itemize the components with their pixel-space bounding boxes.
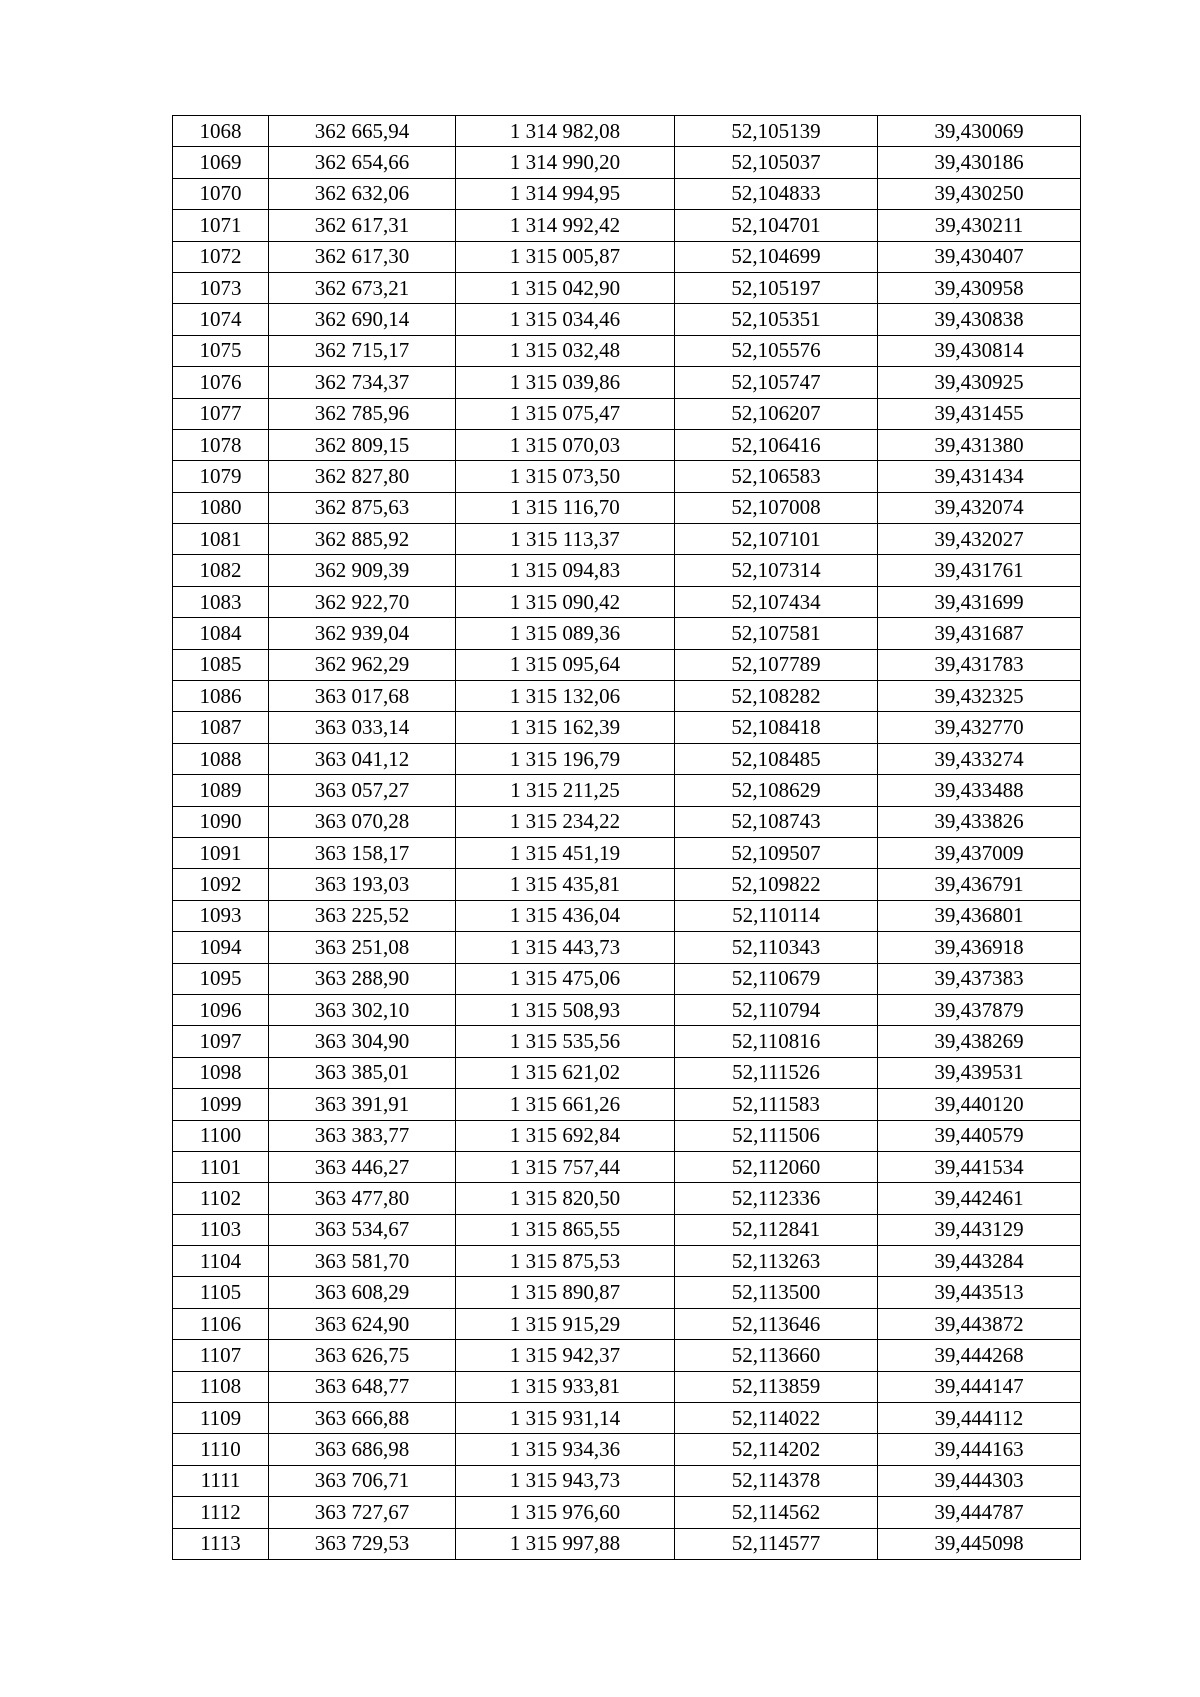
- table-row: [173, 649, 1081, 680]
- point-number-cell: 1077: [173, 398, 269, 429]
- y-coordinate-cell: 1 315 942,37: [456, 1340, 675, 1371]
- longitude-cell: 39,431699: [878, 586, 1081, 617]
- point-number-cell: 1075: [173, 335, 269, 366]
- longitude-cell: 39,443513: [878, 1277, 1081, 1308]
- point-number-cell: 1086: [173, 681, 269, 712]
- longitude-cell: 39,431687: [878, 618, 1081, 649]
- y-coordinate-cell: 1 315 931,14: [456, 1403, 675, 1434]
- y-coordinate-cell: 1 315 435,81: [456, 869, 675, 900]
- point-number-cell: 1089: [173, 775, 269, 806]
- latitude-cell: 52,108418: [675, 712, 878, 743]
- table-row: [173, 1497, 1081, 1528]
- point-number-cell: 1112: [173, 1497, 269, 1528]
- table-row: [173, 681, 1081, 712]
- latitude-cell: 52,113859: [675, 1371, 878, 1402]
- point-number-cell: 1095: [173, 963, 269, 994]
- latitude-cell: 52,114202: [675, 1434, 878, 1465]
- x-coordinate-cell: 363 534,67: [269, 1214, 456, 1245]
- latitude-cell: 52,110816: [675, 1026, 878, 1057]
- x-coordinate-cell: 363 391,91: [269, 1089, 456, 1120]
- latitude-cell: 52,111583: [675, 1089, 878, 1120]
- x-coordinate-cell: 363 041,12: [269, 743, 456, 774]
- x-coordinate-cell: 362 809,15: [269, 429, 456, 460]
- table-row: [173, 900, 1081, 931]
- longitude-cell: 39,430250: [878, 178, 1081, 209]
- y-coordinate-cell: 1 315 820,50: [456, 1183, 675, 1214]
- y-coordinate-cell: 1 315 073,50: [456, 461, 675, 492]
- y-coordinate-cell: 1 315 005,87: [456, 241, 675, 272]
- latitude-cell: 52,106416: [675, 429, 878, 460]
- longitude-cell: 39,431380: [878, 429, 1081, 460]
- y-coordinate-cell: 1 315 475,06: [456, 963, 675, 994]
- y-coordinate-cell: 1 315 039,86: [456, 367, 675, 398]
- longitude-cell: 39,430838: [878, 304, 1081, 335]
- x-coordinate-cell: 362 690,14: [269, 304, 456, 335]
- longitude-cell: 39,444268: [878, 1340, 1081, 1371]
- table-row: [173, 775, 1081, 806]
- latitude-cell: 52,107314: [675, 555, 878, 586]
- latitude-cell: 52,110679: [675, 963, 878, 994]
- point-number-cell: 1088: [173, 743, 269, 774]
- longitude-cell: 39,436801: [878, 900, 1081, 931]
- table-row: [173, 586, 1081, 617]
- x-coordinate-cell: 362 617,30: [269, 241, 456, 272]
- table-row: [173, 1403, 1081, 1434]
- x-coordinate-cell: 363 251,08: [269, 932, 456, 963]
- latitude-cell: 52,105351: [675, 304, 878, 335]
- point-number-cell: 1073: [173, 272, 269, 303]
- latitude-cell: 52,108743: [675, 806, 878, 837]
- table-row: [173, 963, 1081, 994]
- x-coordinate-cell: 363 302,10: [269, 994, 456, 1025]
- y-coordinate-cell: 1 315 443,73: [456, 932, 675, 963]
- x-coordinate-cell: 362 785,96: [269, 398, 456, 429]
- longitude-cell: 39,442461: [878, 1183, 1081, 1214]
- longitude-cell: 39,436918: [878, 932, 1081, 963]
- longitude-cell: 39,445098: [878, 1528, 1081, 1559]
- latitude-cell: 52,106207: [675, 398, 878, 429]
- latitude-cell: 52,108485: [675, 743, 878, 774]
- x-coordinate-cell: 363 706,71: [269, 1465, 456, 1496]
- point-number-cell: 1082: [173, 555, 269, 586]
- point-number-cell: 1110: [173, 1434, 269, 1465]
- table-row: [173, 210, 1081, 241]
- y-coordinate-cell: 1 315 075,47: [456, 398, 675, 429]
- y-coordinate-cell: 1 315 089,36: [456, 618, 675, 649]
- x-coordinate-cell: 362 922,70: [269, 586, 456, 617]
- latitude-cell: 52,114562: [675, 1497, 878, 1528]
- y-coordinate-cell: 1 315 116,70: [456, 492, 675, 523]
- x-coordinate-cell: 363 225,52: [269, 900, 456, 931]
- latitude-cell: 52,105197: [675, 272, 878, 303]
- longitude-cell: 39,441534: [878, 1151, 1081, 1182]
- table-row: [173, 1434, 1081, 1465]
- longitude-cell: 39,437383: [878, 963, 1081, 994]
- latitude-cell: 52,111506: [675, 1120, 878, 1151]
- point-number-cell: 1102: [173, 1183, 269, 1214]
- y-coordinate-cell: 1 315 090,42: [456, 586, 675, 617]
- point-number-cell: 1071: [173, 210, 269, 241]
- x-coordinate-cell: 363 446,27: [269, 1151, 456, 1182]
- point-number-cell: 1092: [173, 869, 269, 900]
- y-coordinate-cell: 1 315 934,36: [456, 1434, 675, 1465]
- table-row: [173, 116, 1081, 147]
- longitude-cell: 39,430958: [878, 272, 1081, 303]
- table-row: [173, 618, 1081, 649]
- longitude-cell: 39,430925: [878, 367, 1081, 398]
- latitude-cell: 52,112060: [675, 1151, 878, 1182]
- point-number-cell: 1081: [173, 524, 269, 555]
- point-number-cell: 1084: [173, 618, 269, 649]
- coordinates-table-body: [173, 116, 1081, 1560]
- table-row: [173, 1120, 1081, 1151]
- longitude-cell: 39,437009: [878, 837, 1081, 868]
- table-row: [173, 461, 1081, 492]
- x-coordinate-cell: 363 017,68: [269, 681, 456, 712]
- y-coordinate-cell: 1 314 992,42: [456, 210, 675, 241]
- longitude-cell: 39,430407: [878, 241, 1081, 272]
- x-coordinate-cell: 363 385,01: [269, 1057, 456, 1088]
- y-coordinate-cell: 1 315 034,46: [456, 304, 675, 335]
- table-row: [173, 272, 1081, 303]
- y-coordinate-cell: 1 315 132,06: [456, 681, 675, 712]
- longitude-cell: 39,436791: [878, 869, 1081, 900]
- point-number-cell: 1076: [173, 367, 269, 398]
- y-coordinate-cell: 1 315 661,26: [456, 1089, 675, 1120]
- y-coordinate-cell: 1 315 933,81: [456, 1371, 675, 1402]
- longitude-cell: 39,430069: [878, 116, 1081, 147]
- table-row: [173, 712, 1081, 743]
- table-row: [173, 1277, 1081, 1308]
- latitude-cell: 52,110343: [675, 932, 878, 963]
- longitude-cell: 39,433488: [878, 775, 1081, 806]
- table-row: [173, 524, 1081, 555]
- longitude-cell: 39,440579: [878, 1120, 1081, 1151]
- latitude-cell: 52,107789: [675, 649, 878, 680]
- latitude-cell: 52,111526: [675, 1057, 878, 1088]
- longitude-cell: 39,444112: [878, 1403, 1081, 1434]
- y-coordinate-cell: 1 315 915,29: [456, 1308, 675, 1339]
- latitude-cell: 52,109822: [675, 869, 878, 900]
- y-coordinate-cell: 1 315 042,90: [456, 272, 675, 303]
- y-coordinate-cell: 1 315 508,93: [456, 994, 675, 1025]
- latitude-cell: 52,104699: [675, 241, 878, 272]
- table-row: [173, 932, 1081, 963]
- y-coordinate-cell: 1 315 162,39: [456, 712, 675, 743]
- table-row: [173, 806, 1081, 837]
- point-number-cell: 1098: [173, 1057, 269, 1088]
- longitude-cell: 39,443129: [878, 1214, 1081, 1245]
- latitude-cell: 52,110114: [675, 900, 878, 931]
- table-row: [173, 1340, 1081, 1371]
- latitude-cell: 52,113660: [675, 1340, 878, 1371]
- longitude-cell: 39,430814: [878, 335, 1081, 366]
- x-coordinate-cell: 362 734,37: [269, 367, 456, 398]
- x-coordinate-cell: 363 729,53: [269, 1528, 456, 1559]
- longitude-cell: 39,444163: [878, 1434, 1081, 1465]
- table-row: [173, 869, 1081, 900]
- longitude-cell: 39,444147: [878, 1371, 1081, 1402]
- latitude-cell: 52,104701: [675, 210, 878, 241]
- point-number-cell: 1091: [173, 837, 269, 868]
- latitude-cell: 52,105139: [675, 116, 878, 147]
- latitude-cell: 52,107008: [675, 492, 878, 523]
- x-coordinate-cell: 363 158,17: [269, 837, 456, 868]
- x-coordinate-cell: 363 608,29: [269, 1277, 456, 1308]
- longitude-cell: 39,432074: [878, 492, 1081, 523]
- latitude-cell: 52,104833: [675, 178, 878, 209]
- table-row: [173, 147, 1081, 178]
- latitude-cell: 52,113500: [675, 1277, 878, 1308]
- y-coordinate-cell: 1 315 757,44: [456, 1151, 675, 1182]
- table-row: [173, 1528, 1081, 1559]
- point-number-cell: 1100: [173, 1120, 269, 1151]
- y-coordinate-cell: 1 315 451,19: [456, 837, 675, 868]
- point-number-cell: 1106: [173, 1308, 269, 1339]
- point-number-cell: 1105: [173, 1277, 269, 1308]
- latitude-cell: 52,105037: [675, 147, 878, 178]
- longitude-cell: 39,432027: [878, 524, 1081, 555]
- latitude-cell: 52,106583: [675, 461, 878, 492]
- x-coordinate-cell: 363 033,14: [269, 712, 456, 743]
- table-row: [173, 1246, 1081, 1277]
- latitude-cell: 52,113646: [675, 1308, 878, 1339]
- point-number-cell: 1097: [173, 1026, 269, 1057]
- latitude-cell: 52,107434: [675, 586, 878, 617]
- latitude-cell: 52,110794: [675, 994, 878, 1025]
- y-coordinate-cell: 1 315 865,55: [456, 1214, 675, 1245]
- point-number-cell: 1111: [173, 1465, 269, 1496]
- table-row: [173, 429, 1081, 460]
- latitude-cell: 52,114022: [675, 1403, 878, 1434]
- point-number-cell: 1099: [173, 1089, 269, 1120]
- latitude-cell: 52,108629: [675, 775, 878, 806]
- point-number-cell: 1108: [173, 1371, 269, 1402]
- point-number-cell: 1096: [173, 994, 269, 1025]
- latitude-cell: 52,107101: [675, 524, 878, 555]
- x-coordinate-cell: 362 885,92: [269, 524, 456, 555]
- point-number-cell: 1079: [173, 461, 269, 492]
- point-number-cell: 1104: [173, 1246, 269, 1277]
- point-number-cell: 1087: [173, 712, 269, 743]
- y-coordinate-cell: 1 315 032,48: [456, 335, 675, 366]
- x-coordinate-cell: 362 962,29: [269, 649, 456, 680]
- table-row: [173, 304, 1081, 335]
- table-row: [173, 1308, 1081, 1339]
- latitude-cell: 52,112841: [675, 1214, 878, 1245]
- y-coordinate-cell: 1 315 890,87: [456, 1277, 675, 1308]
- longitude-cell: 39,439531: [878, 1057, 1081, 1088]
- x-coordinate-cell: 363 686,98: [269, 1434, 456, 1465]
- longitude-cell: 39,430186: [878, 147, 1081, 178]
- x-coordinate-cell: 363 070,28: [269, 806, 456, 837]
- latitude-cell: 52,105576: [675, 335, 878, 366]
- x-coordinate-cell: 362 715,17: [269, 335, 456, 366]
- longitude-cell: 39,431455: [878, 398, 1081, 429]
- longitude-cell: 39,432770: [878, 712, 1081, 743]
- x-coordinate-cell: 363 057,27: [269, 775, 456, 806]
- table-row: [173, 1465, 1081, 1496]
- x-coordinate-cell: 363 193,03: [269, 869, 456, 900]
- x-coordinate-cell: 363 581,70: [269, 1246, 456, 1277]
- latitude-cell: 52,112336: [675, 1183, 878, 1214]
- y-coordinate-cell: 1 315 094,83: [456, 555, 675, 586]
- table-row: [173, 241, 1081, 272]
- x-coordinate-cell: 362 654,66: [269, 147, 456, 178]
- latitude-cell: 52,113263: [675, 1246, 878, 1277]
- longitude-cell: 39,431761: [878, 555, 1081, 586]
- point-number-cell: 1085: [173, 649, 269, 680]
- x-coordinate-cell: 363 666,88: [269, 1403, 456, 1434]
- longitude-cell: 39,444303: [878, 1465, 1081, 1496]
- x-coordinate-cell: 363 288,90: [269, 963, 456, 994]
- x-coordinate-cell: 362 939,04: [269, 618, 456, 649]
- table-row: [173, 1089, 1081, 1120]
- table-row: [173, 367, 1081, 398]
- point-number-cell: 1113: [173, 1528, 269, 1559]
- point-number-cell: 1107: [173, 1340, 269, 1371]
- latitude-cell: 52,108282: [675, 681, 878, 712]
- y-coordinate-cell: 1 315 196,79: [456, 743, 675, 774]
- longitude-cell: 39,443872: [878, 1308, 1081, 1339]
- latitude-cell: 52,107581: [675, 618, 878, 649]
- x-coordinate-cell: 362 665,94: [269, 116, 456, 147]
- table-row: [173, 837, 1081, 868]
- coordinates-table: [172, 115, 1081, 1560]
- longitude-cell: 39,433274: [878, 743, 1081, 774]
- y-coordinate-cell: 1 314 982,08: [456, 116, 675, 147]
- latitude-cell: 52,114577: [675, 1528, 878, 1559]
- longitude-cell: 39,433826: [878, 806, 1081, 837]
- longitude-cell: 39,438269: [878, 1026, 1081, 1057]
- x-coordinate-cell: 363 648,77: [269, 1371, 456, 1402]
- x-coordinate-cell: 362 875,63: [269, 492, 456, 523]
- table-row: [173, 1057, 1081, 1088]
- y-coordinate-cell: 1 315 436,04: [456, 900, 675, 931]
- longitude-cell: 39,431783: [878, 649, 1081, 680]
- x-coordinate-cell: 362 827,80: [269, 461, 456, 492]
- x-coordinate-cell: 363 383,77: [269, 1120, 456, 1151]
- longitude-cell: 39,432325: [878, 681, 1081, 712]
- longitude-cell: 39,443284: [878, 1246, 1081, 1277]
- x-coordinate-cell: 362 617,31: [269, 210, 456, 241]
- point-number-cell: 1101: [173, 1151, 269, 1182]
- y-coordinate-cell: 1 315 234,22: [456, 806, 675, 837]
- longitude-cell: 39,430211: [878, 210, 1081, 241]
- y-coordinate-cell: 1 315 113,37: [456, 524, 675, 555]
- point-number-cell: 1090: [173, 806, 269, 837]
- y-coordinate-cell: 1 315 943,73: [456, 1465, 675, 1496]
- latitude-cell: 52,114378: [675, 1465, 878, 1496]
- table-row: [173, 1371, 1081, 1402]
- longitude-cell: 39,431434: [878, 461, 1081, 492]
- y-coordinate-cell: 1 315 692,84: [456, 1120, 675, 1151]
- x-coordinate-cell: 363 477,80: [269, 1183, 456, 1214]
- y-coordinate-cell: 1 315 621,02: [456, 1057, 675, 1088]
- point-number-cell: 1070: [173, 178, 269, 209]
- point-number-cell: 1093: [173, 900, 269, 931]
- table-row: [173, 398, 1081, 429]
- latitude-cell: 52,105747: [675, 367, 878, 398]
- table-row: [173, 1214, 1081, 1245]
- point-number-cell: 1069: [173, 147, 269, 178]
- table-row: [173, 994, 1081, 1025]
- point-number-cell: 1068: [173, 116, 269, 147]
- point-number-cell: 1080: [173, 492, 269, 523]
- y-coordinate-cell: 1 315 095,64: [456, 649, 675, 680]
- table-row: [173, 1183, 1081, 1214]
- longitude-cell: 39,437879: [878, 994, 1081, 1025]
- table-row: [173, 1026, 1081, 1057]
- x-coordinate-cell: 363 626,75: [269, 1340, 456, 1371]
- table-row: [173, 335, 1081, 366]
- table-row: [173, 555, 1081, 586]
- y-coordinate-cell: 1 315 997,88: [456, 1528, 675, 1559]
- longitude-cell: 39,440120: [878, 1089, 1081, 1120]
- latitude-cell: 52,109507: [675, 837, 878, 868]
- table-row: [173, 492, 1081, 523]
- x-coordinate-cell: 362 909,39: [269, 555, 456, 586]
- y-coordinate-cell: 1 315 070,03: [456, 429, 675, 460]
- y-coordinate-cell: 1 314 994,95: [456, 178, 675, 209]
- table-row: [173, 1151, 1081, 1182]
- point-number-cell: 1083: [173, 586, 269, 617]
- point-number-cell: 1074: [173, 304, 269, 335]
- x-coordinate-cell: 363 304,90: [269, 1026, 456, 1057]
- x-coordinate-cell: 363 624,90: [269, 1308, 456, 1339]
- point-number-cell: 1109: [173, 1403, 269, 1434]
- y-coordinate-cell: 1 314 990,20: [456, 147, 675, 178]
- longitude-cell: 39,444787: [878, 1497, 1081, 1528]
- table-row: [173, 743, 1081, 774]
- x-coordinate-cell: 362 673,21: [269, 272, 456, 303]
- point-number-cell: 1103: [173, 1214, 269, 1245]
- table-row: [173, 178, 1081, 209]
- point-number-cell: 1094: [173, 932, 269, 963]
- y-coordinate-cell: 1 315 976,60: [456, 1497, 675, 1528]
- y-coordinate-cell: 1 315 211,25: [456, 775, 675, 806]
- x-coordinate-cell: 362 632,06: [269, 178, 456, 209]
- y-coordinate-cell: 1 315 535,56: [456, 1026, 675, 1057]
- y-coordinate-cell: 1 315 875,53: [456, 1246, 675, 1277]
- point-number-cell: 1078: [173, 429, 269, 460]
- point-number-cell: 1072: [173, 241, 269, 272]
- x-coordinate-cell: 363 727,67: [269, 1497, 456, 1528]
